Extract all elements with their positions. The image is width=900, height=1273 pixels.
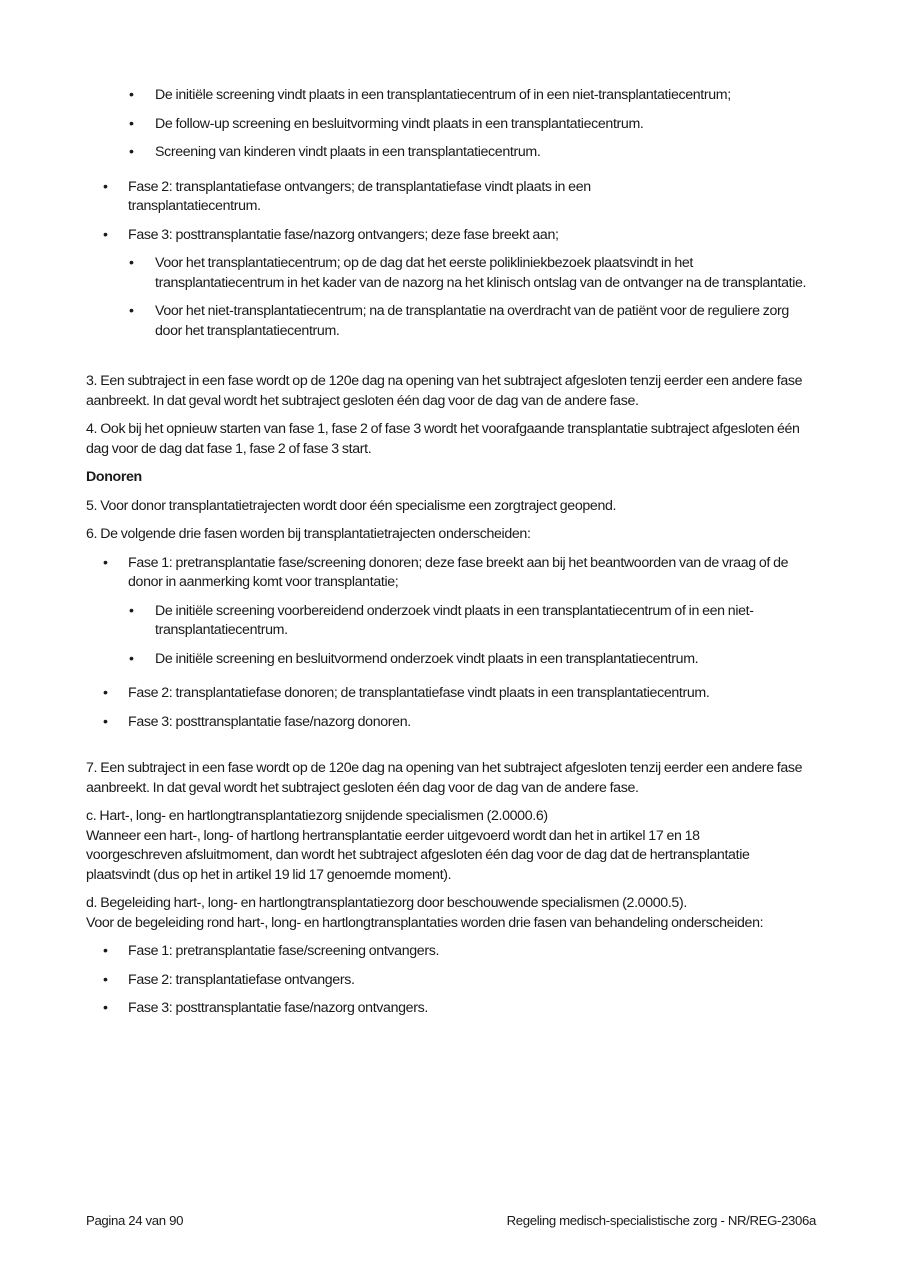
section-c-body: Wanneer een hart-, long- of hartlong hertransplantatie eerder uitgevoerd wordt dan het in artikel 17 en 18 voorgeschreven afsluitmoment, dan wordt het subtraject afgesloten één dag voor de dag dat de hertransplantatie plaatsvindt (dus op het in artikel 19 lid 17 genoemde moment). [86, 827, 750, 883]
list-item-text: Fase 2: transplantatiefase ontvangers. [128, 971, 355, 988]
list-item [86, 684, 816, 704]
bullet-icon: • [129, 144, 134, 160]
list-item [86, 971, 816, 991]
bullet-icon: • [129, 303, 134, 319]
list-item [86, 302, 816, 341]
bullet-icon: • [129, 602, 134, 619]
bullet-icon: • [103, 713, 108, 730]
list-item [86, 178, 816, 217]
list-item-text: Voor het niet-transplantatiecentrum; na de transplantatie na overdracht van de patiënt voor de reguliere zorg door het transplantatiecentrum. [155, 303, 789, 339]
list-item [86, 650, 816, 670]
list-item-text: Screening van kinderen vindt plaats in een transplantatiecentrum. [155, 144, 541, 160]
paragraph-7: 7. Een subtraject in een fase wordt op de 120e dag na opening van het subtraject afgesloten tenzij eerder een andere fase aanbreekt. In dat geval wordt het subtraject gesloten één dag voor de dag van de andere fase. [86, 760, 803, 796]
list-item-text: Fase 3: posttransplantatie fase/nazorg ontvangers; deze fase breekt aan; [128, 226, 559, 243]
bullet-icon: • [129, 255, 134, 271]
bullet-icon: • [129, 115, 134, 132]
paragraph-5: 5. Voor donor transplantatietrajecten wordt door één specialisme een zorgtraject geopend. [86, 497, 617, 514]
bullet-icon: • [103, 685, 108, 701]
list-item-text: De initiële screening vindt plaats in een transplantatiecentrum of in een niet-transplantatiecentrum; [155, 87, 731, 103]
list-item-text: Fase 3: posttransplantatie fase/nazorg ontvangers. [128, 1000, 428, 1016]
list-item [86, 554, 816, 593]
list-item-text: Fase 1: pretransplantatie fase/screening ontvangers. [128, 943, 440, 959]
page-number: Pagina 24 van 90 [86, 1213, 184, 1228]
section-d [86, 894, 816, 933]
bullet-icon: • [103, 971, 108, 988]
bullet-icon: • [103, 943, 108, 959]
list-item [86, 713, 816, 733]
list-item-text: De initiële screening voorbereidend onderzoek vindt plaats in een transplantatiecentrum of in een niet-transplantatiecentrum. [155, 602, 754, 638]
list-item [86, 942, 816, 962]
document-title: Regeling medisch-specialistische zorg - NR/REG-2306a [506, 1213, 816, 1228]
list-item [86, 115, 816, 135]
list-item-text: De follow-up screening en besluitvorming vindt plaats in een transplantatiecentrum. [155, 115, 644, 132]
list-item [86, 602, 816, 641]
list-item [86, 86, 816, 106]
bullet-icon: • [103, 1000, 108, 1016]
bullet-icon: • [103, 178, 108, 195]
list-item-text: Fase 3: posttransplantatie fase/nazorg donoren. [128, 713, 411, 730]
list-item-text: Voor het transplantatiecentrum; op de dag dat het eerste polikliniekbezoek plaatsvindt in het transplantatiecentrum in het kader van de nazorg na het klinisch ontslag van de ontvanger na de transplantatie. [155, 255, 807, 291]
bullet-icon: • [129, 87, 134, 103]
paragraph-6: 6. De volgende drie fasen worden bij transplantatietrajecten onderscheiden: [86, 526, 531, 542]
section-heading-donoren: Donoren [86, 469, 142, 485]
section-d-body: Voor de begeleiding rond hart-, long- en hartlongtransplantaties worden drie fasen van behandeling onderscheiden: [86, 914, 764, 931]
section-d-title: d. Begeleiding hart-, long- en hartlongtransplantatiezorg door beschouwende specialismen (2.0000.5). [86, 895, 687, 911]
bullet-icon: • [129, 650, 134, 667]
document-page [86, 86, 816, 1028]
list-item-text: Fase 1: pretransplantatie fase/screening donoren; deze fase breekt aan bij het beantwoorden van de vraag of de donor in aanmerking komt voor transplantatie; [128, 554, 789, 590]
list-item [86, 143, 816, 163]
list-item-text: De initiële screening en besluitvormend onderzoek vindt plaats in een transplantatiecentrum. [155, 650, 699, 667]
list-item [86, 999, 816, 1019]
list-item [86, 254, 816, 293]
list-item [86, 226, 816, 246]
section-c-title: c. Hart-, long- en hartlongtransplantatiezorg snijdende specialismen (2.0000.6) [86, 808, 548, 824]
list-item-text: Fase 2: transplantatiefase ontvangers; de transplantatiefase vindt plaats in een transplantatiecentrum. [128, 178, 591, 214]
bullet-icon: • [103, 554, 108, 571]
section-c [86, 807, 816, 885]
paragraph-4: 4. Ook bij het opnieuw starten van fase 1, fase 2 of fase 3 wordt het voorafgaande transplantatie subtraject afgesloten één dag voor de dag dat fase 1, fase 2 of fase 3 start. [86, 421, 800, 457]
list-item-text: Fase 2: transplantatiefase donoren; de transplantatiefase vindt plaats in een transplantatiecentrum. [128, 685, 710, 701]
bullet-icon: • [103, 226, 108, 243]
paragraph-3: 3. Een subtraject in een fase wordt op de 120e dag na opening van het subtraject afgesloten tenzij eerder een andere fase aanbreekt. In dat geval wordt het subtraject gesloten één dag voor de dag van de andere fase. [86, 373, 803, 409]
